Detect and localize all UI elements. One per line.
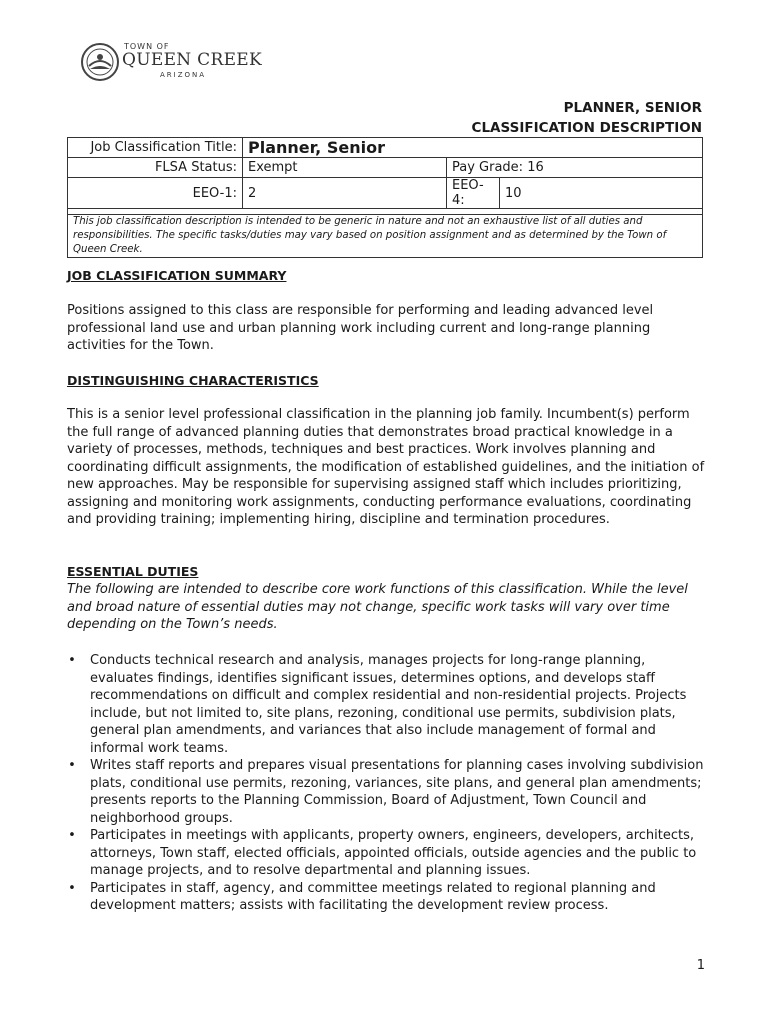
flsa-label: FLSA Status: xyxy=(68,158,243,178)
list-item xyxy=(67,880,707,915)
job-title-value: Planner, Senior xyxy=(243,138,703,158)
title-line-2: CLASSIFICATION DESCRIPTION xyxy=(471,120,702,136)
list-item xyxy=(67,827,707,880)
essential-duties-heading: ESSENTIAL DUTIES xyxy=(67,564,199,579)
document-title xyxy=(472,98,702,138)
page-number: 1 xyxy=(696,958,705,973)
title-line-1: PLANNER, SENIOR xyxy=(563,100,702,116)
queen-creek-logo xyxy=(80,40,262,84)
flsa-value: Exempt xyxy=(243,158,447,178)
logo-town-name: QUEEN CREEK xyxy=(122,50,262,70)
essential-duties-intro: The following are intended to describe core work functions of this classification. While the level and broad nature of essential duties may not change, specific work tasks will vary over time depending on the Town’s needs. xyxy=(67,582,688,632)
summary-heading: JOB CLASSIFICATION SUMMARY xyxy=(67,268,287,283)
classification-info-table xyxy=(67,137,703,258)
distinguishing-heading: DISTINGUISHING CHARACTERISTICS xyxy=(67,373,319,388)
disclaimer: This job classification description is intended to be generic in nature and not an exhaustive list of all duties and responsibilities. The specific tasks/duties may vary based on position assignment and as determined by the Town of Queen Creek. xyxy=(68,215,703,258)
bullet-icon: • xyxy=(68,828,76,843)
summary-text: Positions assigned to this class are responsible for performing and leading advanced level professional land use and urban planning work including current and long-range planning activities for the Town. xyxy=(67,303,654,353)
duties-list xyxy=(67,652,707,915)
bullet-icon: • xyxy=(68,758,76,773)
bullet-icon: • xyxy=(68,653,76,668)
job-title-label: Job Classification Title: xyxy=(68,138,243,158)
logo-town-of: TOWN OF xyxy=(124,42,170,51)
list-item xyxy=(67,757,707,827)
town-seal-icon xyxy=(80,42,120,82)
duty-text: Participates in meetings with applicants, property owners, engineers, developers, architects, attorneys, Town staff, elected officials, appointed officials, outside agencies and the public to manage projects, and to resolve departmental and planning issues. xyxy=(90,828,697,878)
eeo4-label: EEO-4: xyxy=(447,178,500,209)
duty-text: Participates in staff, agency, and committee meetings related to regional planning and development matters; assists with facilitating the development review process. xyxy=(90,880,656,913)
eeo4-value: 10 xyxy=(500,178,703,209)
distinguishing-text: This is a senior level professional classification in the planning job family. Incumbent(s) perform the full range of advanced planning duties that demonstrates broad practical knowledge in a variety of processes, methods, techniques and best practices. Work involves planning and coordinating difficult assignments, the modification of established guidelines, and the initiation of new approaches. May be responsible for supervising assigned staff which includes prioritizing, assigning and monitoring work assignments, conducting performance evaluations, coordinating and providing training; implementing hiring, discipline and termination procedures. xyxy=(67,407,705,527)
pay-grade: Pay Grade: 16 xyxy=(447,158,703,178)
bullet-icon: • xyxy=(68,880,76,896)
list-item xyxy=(67,652,707,757)
eeo1-label: EEO-1: xyxy=(68,178,243,209)
duty-text: Writes staff reports and prepares visual presentations for planning cases involving subdivision plats, conditional use permits, rezoning, variances, site plans, and general plan amendments; presents reports to the Planning Commission, Board of Adjustment, Town Council and neighborhood groups. xyxy=(90,758,704,826)
logo-state: ARIZONA xyxy=(160,71,207,79)
duty-text: Conducts technical research and analysis, manages projects for long-range planning, evaluates findings, identifies significant issues, determines options, and develops staff recommendations on difficult and complex residential and non-residential projects. Projects include, but not limited to, site plans, rezoning, conditional use permits, subdivision plats, general plan amendments, and variances that also include management of formal and informal work teams. xyxy=(90,653,687,756)
eeo1-value: 2 xyxy=(243,178,447,209)
